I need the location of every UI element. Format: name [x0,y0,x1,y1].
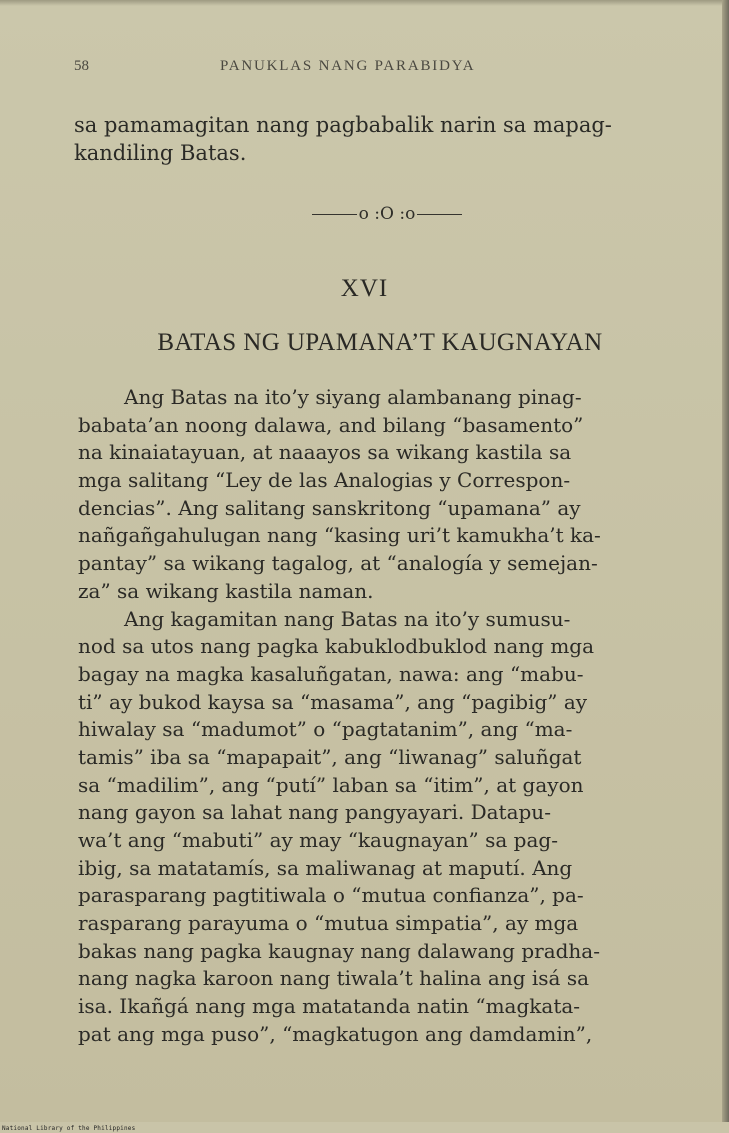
chapter-title: BATAS NG UPAMANA’T KAUGNAYAN [157,329,603,356]
page-right-edge [722,0,729,1122]
text-line: tamis” iba sa “mapapait”, ang “liwanag” saluñgat [78,744,582,769]
source-credit: National Library of the Philippines [2,1125,136,1132]
page-number: 58 [74,58,89,74]
text-line: bakas nang pagka kaugnay nang dalawang pradha- [78,938,600,963]
text-line: wa’t ang “mabuti” ay may “kaugnayan” sa pag- [78,828,558,852]
text-line: mga salitang “Ley de las Analogias y Correspon- [78,468,571,493]
divider-rule-left [312,214,357,215]
section-divider [312,201,462,227]
text-line: babata’an noong dalawa, and bilang “basamento” [78,412,584,437]
text-line: pantay” sa wikang tagalog, at “analogía y semejan- [78,551,598,576]
text-line: Ang Batas na ito’y siyang alambanang pinag- [124,385,582,409]
divider-rule-right [417,214,462,215]
text-line: hiwalay sa “madumot” o “pagtatanim”, ang “ma- [78,717,573,742]
text-line: isa. Ikañgá nang mga matatanda natin “magkata- [78,994,581,1019]
continuation-paragraph [74,111,674,166]
text-line: ti” ay bukod kaysa sa “masama”, ang “pagibig” ay [78,689,588,714]
text-line: sa “madilim”, ang “putí” laban sa “itim”, at gayon [78,772,584,797]
text-line: za” sa wikang kastila naman. [78,578,374,603]
text-line: rasparang parayuma o “mutua simpatia”, ay mga [78,911,579,936]
text-line: na kinaiatayuan, at naaayos sa wikang kastila sa [78,440,572,465]
chapter-body [78,384,688,1049]
divider-ornament: o :O :o [358,204,416,224]
text-line: nod sa utos nang pagka kabuklodbuklod nang mga [78,634,595,659]
text-line: Ang kagamitan nang Batas na ito’y sumusu- [124,606,571,631]
text-line: nañgañgahulugan nang “kasing uri’t kamukha’t ka- [78,523,601,548]
text-line: ibig, sa matatamís, sa maliwanag at maputí. Ang [78,855,573,880]
page-header [74,58,666,80]
text-line: pat ang mga puso”, “magkatugon ang damdamin”, [78,1021,593,1046]
text-line: parasparang pagtitiwala o “mutua confianza”, pa- [78,883,584,908]
chapter-number: XVI [340,275,389,302]
text-line: nang nagka karoon nang tiwala’t halina ang isá sa [78,966,590,991]
page-top-edge [0,0,729,6]
text-line: kandiling Batas. [74,140,247,165]
text-line: nang gayon sa lahat nang pangyayari. Datapu- [78,800,551,825]
text-line: bagay na magka kasaluñgatan, nawa: ang “mabu- [78,661,584,686]
text-line: dencias”. Ang salitang sanskritong “upamana” ay [78,495,581,520]
running-title: PANUKLAS NANG PARABIDYA [220,58,476,74]
text-line: sa pamamagitan nang pagbabalik narin sa mapag- [74,113,612,137]
